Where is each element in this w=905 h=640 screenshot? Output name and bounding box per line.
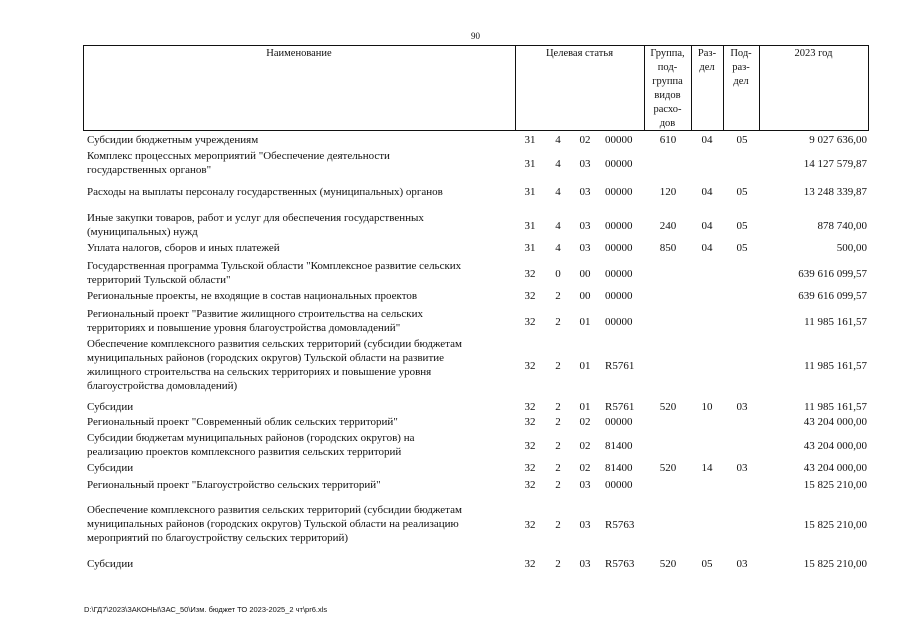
- cell-event-code: 03: [579, 219, 591, 232]
- row-name-line: Уплата налогов, сборов и иных платежей: [87, 242, 280, 254]
- cell-program-code: 31: [524, 219, 536, 232]
- row-name-line: мероприятий по благоустройству сельских территорий): [87, 532, 349, 544]
- cell-event-code: 03: [579, 185, 591, 198]
- cell-program-code: 32: [524, 289, 536, 302]
- cell-amount-2023: 500,00: [836, 241, 867, 254]
- cell-subprogram-code: 2: [555, 461, 561, 474]
- cell-event-code: 01: [579, 400, 591, 413]
- cell-expense-group: 240: [659, 219, 677, 232]
- cell-event-code: 01: [579, 359, 591, 372]
- cell-program-code: 32: [524, 461, 536, 474]
- cell-amount-2023: 14 127 579,87: [803, 157, 867, 170]
- cell-subprogram-code: 4: [555, 219, 561, 232]
- cell-amount-2023: 9 027 636,00: [809, 133, 867, 146]
- cell-program-code: 32: [524, 557, 536, 570]
- cell-amount-2023: 11 985 161,57: [804, 359, 867, 372]
- row-name-line: жилищного строительства на сельских территориях и повышение уровня: [87, 366, 432, 378]
- cell-program-code: 32: [524, 359, 536, 372]
- cell-amount-2023: 15 825 210,00: [803, 518, 867, 531]
- cell-expense-group: 610: [659, 133, 677, 146]
- row-name-line: Субсидии: [87, 401, 134, 413]
- cell-direction-code: 00000: [605, 267, 633, 280]
- header-subsection: [723, 47, 759, 89]
- row-name: [87, 289, 517, 303]
- cell-event-code: 02: [579, 133, 591, 146]
- cell-subprogram-code: 4: [555, 185, 561, 198]
- cell-amount-2023: 11 985 161,57: [804, 400, 867, 413]
- cell-subprogram-code: 2: [555, 415, 561, 428]
- row-name-line: Субсидии бюджетам муниципальных районов (городских округов) на: [87, 432, 415, 444]
- cell-program-code: 32: [524, 267, 536, 280]
- cell-program-code: 31: [524, 185, 536, 198]
- cell-expense-group: 520: [659, 400, 677, 413]
- cell-event-code: 03: [579, 157, 591, 170]
- cell-direction-code: 81400: [605, 439, 633, 452]
- cell-direction-code: R5761: [605, 400, 635, 413]
- row-name-line: муниципальных районов (городских округов) Тульской области на реализацию: [87, 518, 459, 530]
- cell-section: 14: [701, 461, 713, 474]
- row-name: [87, 133, 517, 147]
- cell-event-code: 03: [579, 478, 591, 491]
- cell-subprogram-code: 2: [555, 518, 561, 531]
- row-name: [87, 307, 517, 335]
- cell-subprogram-code: 4: [555, 157, 561, 170]
- page-number: 90: [471, 31, 480, 41]
- cell-subprogram-code: 2: [555, 439, 561, 452]
- cell-section: 10: [701, 400, 713, 413]
- header-group-line: под-: [657, 62, 678, 73]
- row-name: [87, 415, 517, 429]
- cell-program-code: 32: [524, 315, 536, 328]
- cell-direction-code: 00000: [605, 133, 633, 146]
- row-name-line: Субсидии: [87, 462, 134, 474]
- header-section-line: дел: [699, 62, 715, 73]
- cell-expense-group: 850: [659, 241, 677, 254]
- cell-section: 04: [701, 241, 713, 254]
- header-group-line: видов: [654, 90, 681, 101]
- header-name: Наименование: [266, 48, 332, 59]
- cell-program-code: 32: [524, 439, 536, 452]
- cell-program-code: 32: [524, 415, 536, 428]
- cell-direction-code: 81400: [605, 461, 633, 474]
- cell-subprogram-code: 2: [555, 359, 561, 372]
- cell-program-code: 31: [524, 241, 536, 254]
- row-name-line: Субсидии: [87, 558, 134, 570]
- row-name-line: (муниципальных) нужд: [87, 226, 198, 238]
- cell-direction-code: R5763: [605, 557, 635, 570]
- row-name-line: территорий Тульской области": [87, 274, 231, 286]
- row-name: [87, 503, 517, 545]
- row-name-line: Расходы на выплаты персоналу государственных (муниципальных) органов: [87, 186, 443, 198]
- cell-program-code: 32: [524, 478, 536, 491]
- row-name-line: Региональные проекты, не входящие в состав национальных проектов: [87, 290, 418, 302]
- row-name: [87, 431, 517, 459]
- row-name-line: территориях и повышение уровня благоустройства домовладений": [87, 322, 401, 334]
- cell-subsection: 03: [736, 400, 748, 413]
- header-group-line: расхо-: [653, 104, 682, 115]
- row-name-line: Региональный проект "Благоустройство сельских территорий": [87, 479, 381, 491]
- row-name-line: муниципальных районов (городских округов) Тульской области на развитие: [87, 352, 445, 364]
- cell-amount-2023: 878 740,00: [817, 219, 867, 232]
- cell-event-code: 03: [579, 518, 591, 531]
- cell-amount-2023: 639 616 099,57: [798, 267, 867, 280]
- cell-expense-group: 520: [659, 461, 677, 474]
- header-group: [644, 47, 691, 131]
- cell-subprogram-code: 2: [555, 400, 561, 413]
- row-name: [87, 461, 517, 475]
- cell-subprogram-code: 4: [555, 241, 561, 254]
- row-name: [87, 478, 517, 492]
- row-name-line: Обеспечение комплексного развития сельских территорий (субсидии бюджетам: [87, 338, 462, 350]
- cell-event-code: 02: [579, 439, 591, 452]
- row-name: [87, 211, 517, 239]
- cell-subprogram-code: 2: [555, 557, 561, 570]
- cell-subsection: 05: [736, 219, 748, 232]
- header-section: [691, 47, 723, 75]
- row-name: [87, 259, 517, 287]
- row-name: [87, 185, 517, 199]
- cell-subprogram-code: 4: [555, 133, 561, 146]
- cell-section: 04: [701, 219, 713, 232]
- header-year: 2023 год: [794, 48, 833, 59]
- row-name: [87, 557, 517, 571]
- cell-event-code: 02: [579, 415, 591, 428]
- cell-expense-group: 520: [659, 557, 677, 570]
- cell-subprogram-code: 2: [555, 478, 561, 491]
- row-name-line: Региональный проект "Развитие жилищного строительства на сельских: [87, 308, 423, 320]
- cell-direction-code: 00000: [605, 241, 633, 254]
- cell-event-code: 02: [579, 461, 591, 474]
- row-name-line: благоустройства домовладений): [87, 380, 238, 392]
- cell-subsection: 03: [736, 461, 748, 474]
- row-name-line: Комплекс процессных мероприятий "Обеспечение деятельности: [87, 150, 390, 162]
- cell-amount-2023: 15 825 210,00: [803, 557, 867, 570]
- row-name: [87, 337, 517, 393]
- cell-event-code: 03: [579, 241, 591, 254]
- row-name-line: государственных органов": [87, 164, 212, 176]
- cell-program-code: 32: [524, 400, 536, 413]
- cell-direction-code: 00000: [605, 185, 633, 198]
- cell-subprogram-code: 2: [555, 315, 561, 328]
- cell-subprogram-code: 2: [555, 289, 561, 302]
- row-name: [87, 400, 517, 414]
- cell-amount-2023: 11 985 161,57: [804, 315, 867, 328]
- cell-amount-2023: 13 248 339,87: [803, 185, 867, 198]
- cell-event-code: 01: [579, 315, 591, 328]
- file-path-footer: D:\ГД7\2023\ЗАКОНЫ\ЗАС_50\Изм. бюджет ТО 2023-2025_2 чт\pr6.xls: [84, 605, 328, 614]
- cell-direction-code: 00000: [605, 219, 633, 232]
- cell-subsection: 05: [736, 133, 748, 146]
- cell-direction-code: 00000: [605, 289, 633, 302]
- cell-event-code: 03: [579, 557, 591, 570]
- row-name-line: Государственная программа Тульской области "Комплексное развитие сельских: [87, 260, 462, 272]
- cell-expense-group: 120: [659, 185, 677, 198]
- row-name-line: реализацию проектов комплексного развития сельских территорий: [87, 446, 402, 458]
- cell-subprogram-code: 0: [555, 267, 561, 280]
- cell-subsection: 05: [736, 241, 748, 254]
- row-name: [87, 149, 517, 177]
- cell-amount-2023: 15 825 210,00: [803, 478, 867, 491]
- cell-subsection: 05: [736, 185, 748, 198]
- header-section-line: Раз-: [697, 48, 717, 59]
- header-group-line: Группа,: [650, 48, 685, 59]
- cell-amount-2023: 43 204 000,00: [803, 461, 867, 474]
- header-group-line: группа: [652, 76, 683, 87]
- cell-event-code: 00: [579, 289, 591, 302]
- header-subsection-line: дел: [733, 76, 749, 87]
- header-subsection-line: раз-: [732, 62, 750, 73]
- cell-direction-code: 00000: [605, 415, 633, 428]
- cell-subsection: 03: [736, 557, 748, 570]
- header-subsection-line: Под-: [730, 48, 752, 59]
- header-target: Целевая статья: [545, 48, 614, 59]
- table-header-grid: [83, 45, 869, 131]
- row-name-line: Субсидии бюджетным учреждениям: [87, 134, 259, 146]
- row-name: [87, 241, 517, 255]
- cell-section: 04: [701, 185, 713, 198]
- cell-direction-code: 00000: [605, 478, 633, 491]
- row-name-line: Региональный проект "Современный облик сельских территорий": [87, 416, 398, 428]
- header-group-line: дов: [659, 118, 676, 129]
- cell-section: 04: [701, 133, 713, 146]
- row-name-line: Обеспечение комплексного развития сельских территорий (субсидии бюджетам: [87, 504, 462, 516]
- cell-event-code: 00: [579, 267, 591, 280]
- cell-direction-code: R5763: [605, 518, 635, 531]
- cell-direction-code: R5761: [605, 359, 635, 372]
- cell-program-code: 31: [524, 157, 536, 170]
- cell-amount-2023: 639 616 099,57: [798, 289, 867, 302]
- cell-amount-2023: 43 204 000,00: [803, 415, 867, 428]
- cell-amount-2023: 43 204 000,00: [803, 439, 867, 452]
- cell-section: 05: [701, 557, 713, 570]
- row-name-line: Иные закупки товаров, работ и услуг для обеспечения государственных: [87, 212, 424, 224]
- cell-program-code: 32: [524, 518, 536, 531]
- cell-program-code: 31: [524, 133, 536, 146]
- cell-direction-code: 00000: [605, 315, 633, 328]
- cell-direction-code: 00000: [605, 157, 633, 170]
